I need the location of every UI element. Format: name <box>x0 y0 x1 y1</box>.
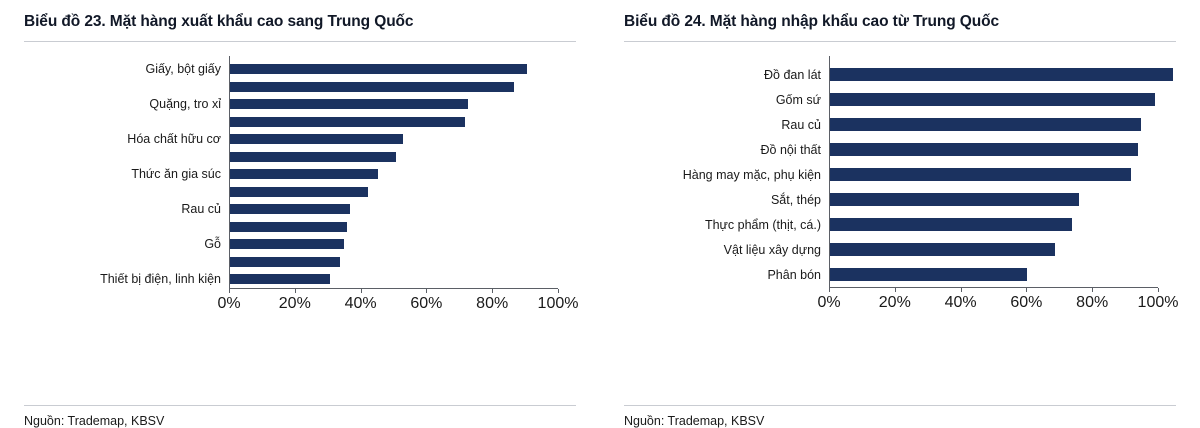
bar-row <box>624 87 1176 112</box>
bar-row <box>24 95 576 113</box>
bar <box>229 204 350 214</box>
bar-cell <box>229 235 576 253</box>
chart-panel-24 <box>600 0 1200 428</box>
bar-row <box>624 62 1176 87</box>
tick-label: 60% <box>410 294 443 312</box>
bar-row <box>24 200 576 218</box>
tick-mark <box>492 289 493 293</box>
tick-mark <box>1092 288 1093 292</box>
tick-label: 80% <box>1076 294 1109 312</box>
tick-label: 0% <box>817 294 841 312</box>
source-note-24: Nguồn: Trademap, KBSV <box>624 414 765 428</box>
bar <box>829 193 1079 206</box>
bar-row <box>24 218 576 236</box>
bar-rows <box>624 62 1176 287</box>
bar-row <box>624 137 1176 162</box>
tick-mark <box>1158 288 1159 292</box>
tick-mark <box>1026 288 1027 292</box>
tick-mark <box>558 289 559 293</box>
bar-row <box>624 212 1176 237</box>
bar-row <box>24 253 576 271</box>
category-label: Hóa chất hữu cơ <box>127 132 221 147</box>
category-label: Gốm sứ <box>775 92 821 107</box>
tick-label: 100% <box>1137 294 1179 312</box>
bar-row <box>624 237 1176 262</box>
bar-cell <box>229 130 576 148</box>
bar-cell <box>229 95 576 113</box>
bar <box>229 222 347 232</box>
bar-row <box>24 183 576 201</box>
category-label: Thức ăn gia súc <box>131 167 221 182</box>
bar <box>829 93 1155 106</box>
category-label: Sắt, thép <box>770 192 821 207</box>
tick-mark <box>961 288 962 292</box>
bar-rows <box>24 60 576 288</box>
bar <box>229 187 368 197</box>
bar <box>829 218 1072 231</box>
y-axis-line <box>829 56 830 287</box>
bar <box>229 169 378 179</box>
bar-row <box>24 113 576 131</box>
bar-cell <box>829 187 1176 212</box>
tick-label: 0% <box>217 294 241 312</box>
bar <box>829 243 1055 256</box>
bar-row <box>24 130 576 148</box>
bar <box>229 117 465 127</box>
bar <box>229 239 344 249</box>
category-label: Gỗ <box>204 237 221 252</box>
chart-area-24 <box>624 42 1179 401</box>
bar-cell <box>229 218 576 236</box>
bar-cell <box>829 112 1176 137</box>
tick-mark <box>361 289 362 293</box>
bar <box>829 143 1138 156</box>
bar <box>229 274 330 284</box>
x-axis-ticks <box>817 288 1179 312</box>
bar-row <box>624 262 1176 287</box>
bar-cell <box>829 237 1176 262</box>
bar <box>829 68 1173 81</box>
source-note-23: Nguồn: Trademap, KBSV <box>24 414 165 428</box>
bar-row <box>624 162 1176 187</box>
bar-cell <box>829 262 1176 287</box>
bar-cell <box>229 113 576 131</box>
tick-mark <box>829 288 830 292</box>
page-title-24: Biểu đồ 24. Mặt hàng nhập khẩu cao từ Trung Quốc <box>624 13 1000 30</box>
bar <box>229 134 403 144</box>
category-label: Giấy, bột giấy <box>145 62 221 77</box>
bar-cell <box>229 253 576 271</box>
bar <box>829 118 1141 131</box>
bar-cell <box>829 137 1176 162</box>
tick-mark <box>895 288 896 292</box>
page-title-23: Biểu đồ 23. Mặt hàng xuất khẩu cao sang Trung Quốc <box>24 13 414 30</box>
bar-row <box>24 78 576 96</box>
category-label: Thực phẩm (thịt, cá.) <box>704 217 821 232</box>
bar-row <box>24 165 576 183</box>
bar <box>229 152 396 162</box>
category-label: Rau củ <box>781 117 821 132</box>
bar-row <box>624 112 1176 137</box>
bar <box>829 268 1027 281</box>
bar-cell <box>229 165 576 183</box>
category-label: Phân bón <box>767 267 821 282</box>
category-label: Thiết bị điện, linh kiện <box>100 272 221 287</box>
bar-cell <box>829 87 1176 112</box>
bar-chart-24 <box>624 56 1179 324</box>
bar <box>229 99 468 109</box>
category-label: Rau củ <box>181 202 221 217</box>
category-label: Hàng may mặc, phụ kiện <box>682 167 821 182</box>
tick-mark <box>426 289 427 293</box>
category-label: Quặng, tro xỉ <box>149 97 221 112</box>
bar-cell <box>229 148 576 166</box>
bar <box>829 168 1131 181</box>
category-label: Đồ nội thất <box>760 142 821 157</box>
bar-row <box>24 235 576 253</box>
tick-label: 80% <box>476 294 509 312</box>
bar-cell <box>229 78 576 96</box>
tick-mark <box>295 289 296 293</box>
bar <box>229 64 527 74</box>
bar <box>229 257 340 267</box>
tick-label: 40% <box>944 294 977 312</box>
bar-cell <box>829 162 1176 187</box>
chart-area-23 <box>24 42 579 401</box>
bar-cell <box>229 183 576 201</box>
bar-cell <box>229 270 576 288</box>
tick-label: 20% <box>878 294 911 312</box>
tick-label: 40% <box>344 294 377 312</box>
bar-row <box>24 270 576 288</box>
tick-label: 100% <box>537 294 579 312</box>
y-axis-line <box>229 56 230 288</box>
bar-row <box>624 187 1176 212</box>
bar-cell <box>829 62 1176 87</box>
category-label: Vật liệu xây dựng <box>723 242 821 257</box>
bar-row <box>24 148 576 166</box>
x-axis-ticks <box>217 289 579 312</box>
bar-cell <box>229 60 576 78</box>
bar <box>229 82 514 92</box>
tick-mark <box>229 289 230 293</box>
bar-cell <box>829 212 1176 237</box>
bar-chart-23 <box>24 56 579 324</box>
bar-row <box>24 60 576 78</box>
tick-label: 20% <box>278 294 311 312</box>
bar-cell <box>229 200 576 218</box>
tick-label: 60% <box>1010 294 1043 312</box>
category-label: Đồ đan lát <box>764 67 821 82</box>
